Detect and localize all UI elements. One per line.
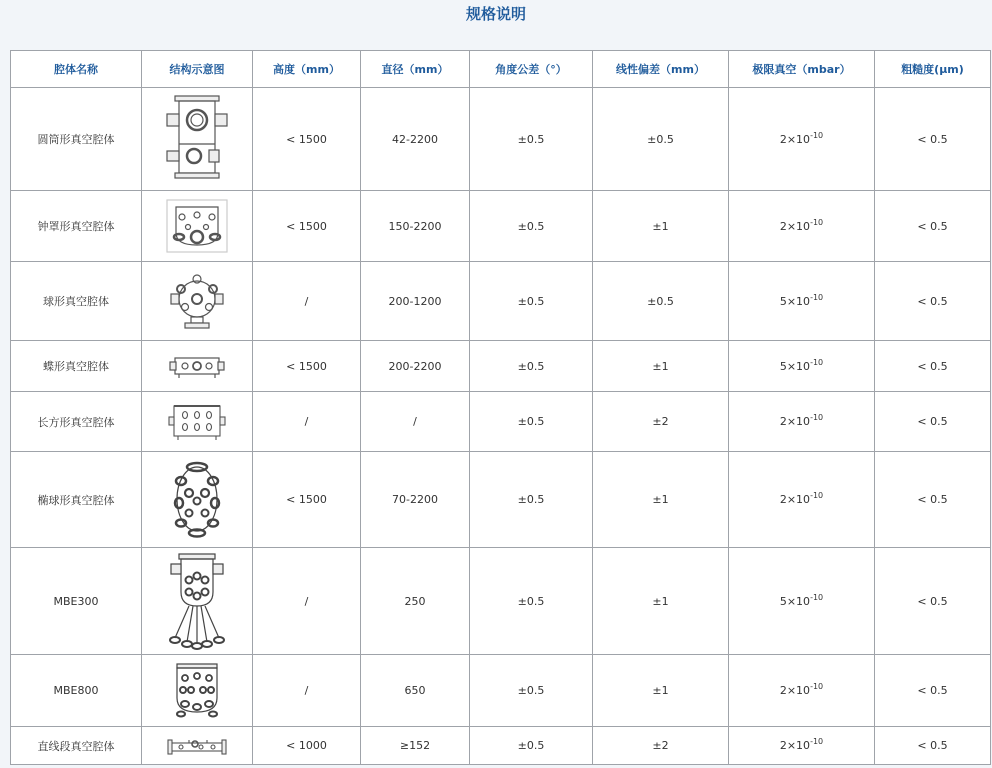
angle-tolerance-value: ±0.5	[470, 548, 593, 655]
ultimate-vacuum-value	[729, 727, 875, 765]
diameter-value: 42-2200	[361, 88, 470, 191]
linear-deviation-value: ±0.5	[593, 88, 729, 191]
height-value: /	[253, 262, 361, 341]
header-roughness: 粗糙度(μm)	[875, 51, 991, 88]
height-value: < 1500	[253, 88, 361, 191]
table-row	[11, 392, 991, 452]
vacuum-base: 2×10	[779, 684, 811, 697]
angle-tolerance-value: ±0.5	[470, 191, 593, 262]
height-value: < 1500	[253, 341, 361, 392]
vacuum-base: 2×10	[779, 219, 811, 233]
angle-tolerance-value: ±0.5	[470, 88, 593, 191]
height-value: /	[253, 392, 361, 452]
header-chamber-name: 腔体名称	[11, 51, 142, 88]
angle-tolerance-value: ±0.5	[470, 727, 593, 765]
height-value: < 1000	[253, 727, 361, 765]
header-angle-tolerance: 角度公差（°）	[470, 51, 593, 88]
angle-tolerance-value: ±0.5	[470, 341, 593, 392]
vacuum-base: 5×10	[779, 294, 811, 308]
vacuum-exponent: -10	[810, 491, 824, 500]
mbe300-chamber-icon	[167, 552, 227, 650]
table-row	[11, 191, 991, 262]
height-value: < 1500	[253, 452, 361, 548]
butterfly-chamber-icon	[169, 353, 225, 379]
chamber-name: 直线段真空腔体	[11, 727, 142, 765]
chamber-name: 椭球形真空腔体	[11, 452, 142, 548]
vacuum-exponent: -10	[810, 682, 824, 691]
chamber-name: MBE800	[11, 655, 142, 727]
vacuum-base: 2×10	[779, 415, 811, 428]
vacuum-base: 2×10	[779, 132, 811, 146]
table-header-row	[11, 51, 991, 88]
diameter-value: ≥152	[361, 727, 470, 765]
roughness-value: < 0.5	[875, 392, 991, 452]
header-ultimate-vacuum: 极限真空（mbar）	[729, 51, 875, 88]
roughness-value: < 0.5	[875, 727, 991, 765]
linear-deviation-value: ±1	[593, 548, 729, 655]
ultimate-vacuum-value	[729, 88, 875, 191]
roughness-value: < 0.5	[875, 191, 991, 262]
roughness-value: < 0.5	[875, 88, 991, 191]
header-diameter: 直径（mm）	[361, 51, 470, 88]
vacuum-exponent: -10	[810, 413, 824, 422]
roughness-value: < 0.5	[875, 548, 991, 655]
cylindrical-chamber-icon	[165, 94, 229, 184]
diameter-value: 250	[361, 548, 470, 655]
ultimate-vacuum-value	[729, 191, 875, 262]
header-height: 高度（mm）	[253, 51, 361, 88]
linear-deviation-value: ±1	[593, 341, 729, 392]
diameter-value: 200-1200	[361, 262, 470, 341]
roughness-value: < 0.5	[875, 341, 991, 392]
diameter-value: 150-2200	[361, 191, 470, 262]
table-row	[11, 452, 991, 548]
linear-deviation-value: ±1	[593, 452, 729, 548]
roughness-value: < 0.5	[875, 655, 991, 727]
height-value: /	[253, 655, 361, 727]
height-value: /	[253, 548, 361, 655]
linear-deviation-value: ±1	[593, 655, 729, 727]
ultimate-vacuum-value	[729, 548, 875, 655]
header-linear-deviation: 线性偏差（mm）	[593, 51, 729, 88]
table-row	[11, 341, 991, 392]
linear-deviation-value: ±2	[593, 392, 729, 452]
ultimate-vacuum-value	[729, 655, 875, 727]
angle-tolerance-value: ±0.5	[470, 655, 593, 727]
spherical-chamber-icon	[169, 271, 225, 331]
table-row	[11, 727, 991, 765]
vacuum-base: 2×10	[779, 739, 811, 752]
roughness-value: < 0.5	[875, 262, 991, 341]
roughness-value: < 0.5	[875, 452, 991, 548]
vacuum-exponent: -10	[810, 217, 824, 227]
angle-tolerance-value: ±0.5	[470, 262, 593, 341]
chamber-name: MBE300	[11, 548, 142, 655]
bell-jar-chamber-icon	[166, 199, 228, 253]
ultimate-vacuum-value	[729, 341, 875, 392]
vacuum-exponent: -10	[810, 292, 824, 302]
diameter-value: 200-2200	[361, 341, 470, 392]
vacuum-exponent: -10	[810, 357, 824, 367]
angle-tolerance-value: ±0.5	[470, 392, 593, 452]
table-row	[11, 548, 991, 655]
vacuum-exponent: -10	[810, 592, 824, 602]
chamber-name: 圆筒形真空腔体	[11, 88, 142, 191]
ultimate-vacuum-value	[729, 452, 875, 548]
diameter-value: 650	[361, 655, 470, 727]
chamber-name: 蝶形真空腔体	[11, 341, 142, 392]
linear-chamber-icon	[167, 736, 227, 756]
linear-deviation-value: ±1	[593, 191, 729, 262]
mbe800-chamber-icon	[167, 662, 227, 720]
vacuum-base: 2×10	[779, 493, 811, 506]
table-row	[11, 262, 991, 341]
table-row	[11, 88, 991, 191]
vacuum-exponent: -10	[810, 737, 824, 746]
ultimate-vacuum-value	[729, 262, 875, 341]
angle-tolerance-value: ±0.5	[470, 452, 593, 548]
vacuum-exponent: -10	[810, 130, 824, 140]
ultimate-vacuum-value	[729, 392, 875, 452]
linear-deviation-value: ±0.5	[593, 262, 729, 341]
ellipsoidal-chamber-icon	[167, 457, 227, 543]
header-diagram: 结构示意图	[142, 51, 253, 88]
table-row	[11, 655, 991, 727]
chamber-name: 钟罩形真空腔体	[11, 191, 142, 262]
diameter-value: /	[361, 392, 470, 452]
chamber-name: 球形真空腔体	[11, 262, 142, 341]
height-value: < 1500	[253, 191, 361, 262]
linear-deviation-value: ±2	[593, 727, 729, 765]
rectangular-chamber-icon	[168, 402, 226, 442]
chamber-name: 长方形真空腔体	[11, 392, 142, 452]
spec-table	[10, 50, 991, 765]
vacuum-base: 5×10	[779, 594, 811, 608]
vacuum-base: 5×10	[779, 359, 811, 373]
page-title: 规格说明	[465, 5, 526, 23]
diameter-value: 70-2200	[361, 452, 470, 548]
